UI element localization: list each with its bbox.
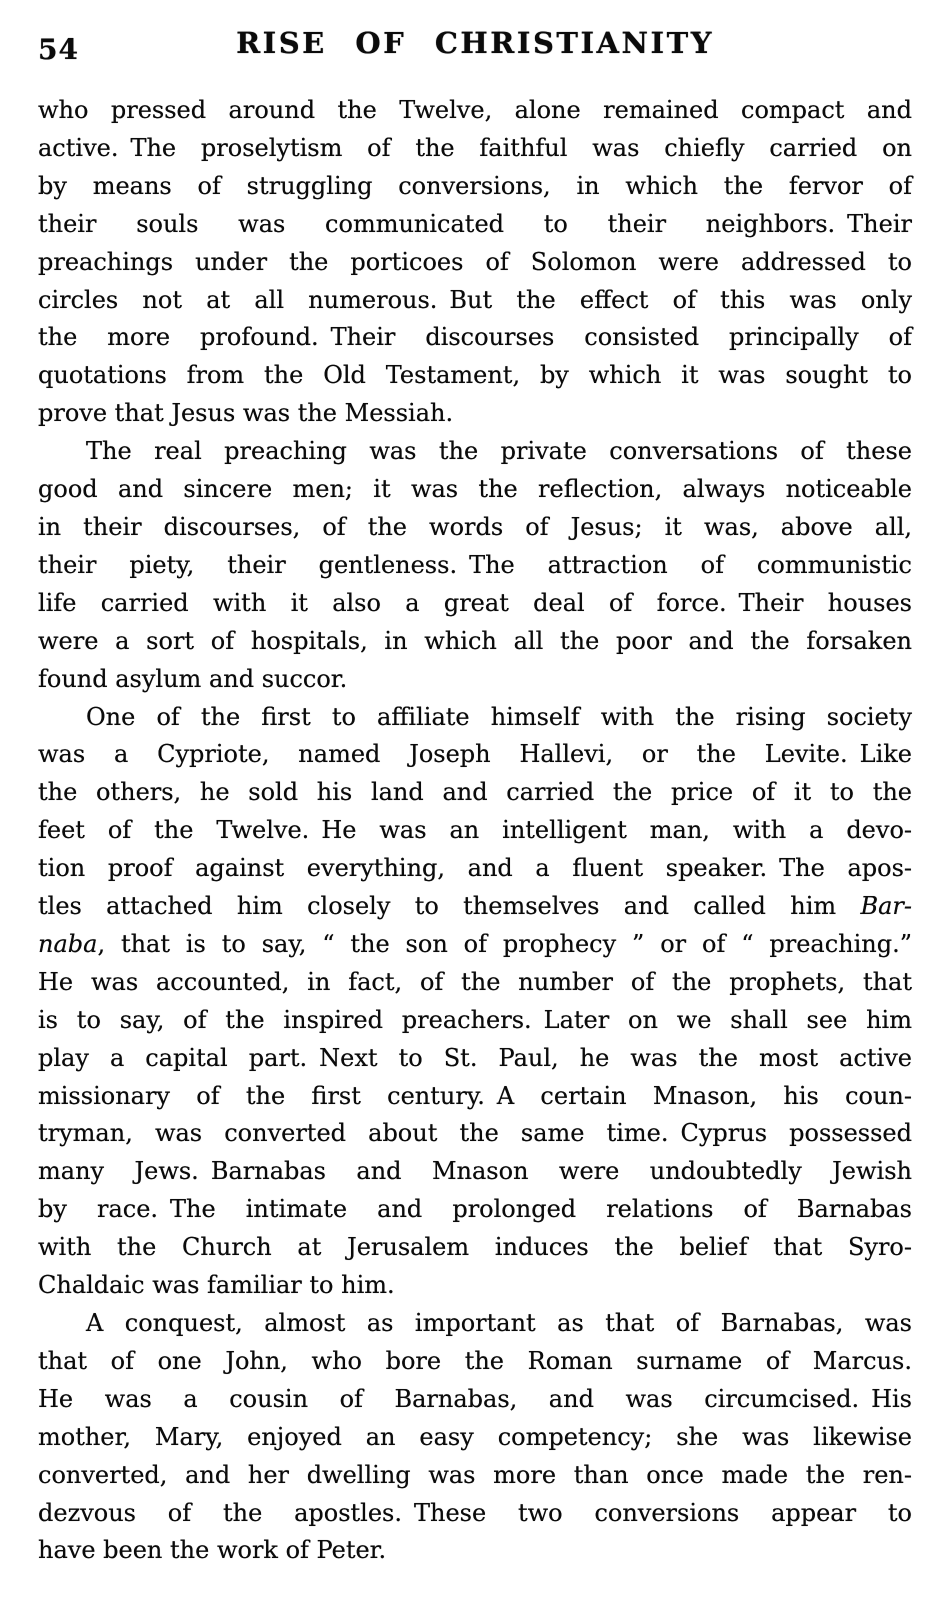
text-line: found asylum and succor. [38,664,348,693]
paragraph [38,699,912,1306]
text-line: by race. The intimate and prolonged relations of Barnabas [38,1195,912,1224]
text-line: One of the first to affiliate himself with the rising society [86,702,912,731]
text-line: missionary of the first century. A certain Mnason, his coun- [38,1081,912,1110]
paragraph [38,92,912,433]
text-line: tryman, was converted about the same time. Cyprus possessed [38,1119,912,1148]
text-line: was a Cypriote, named Joseph Hallevi, or the Levite. Like [38,740,912,769]
text-line: by means of struggling conversions, in which the fervor of [38,171,912,200]
text-line: quotations from the Old Testament, by which it was sought to [38,361,912,390]
page-header [38,24,912,70]
text-line: in their discourses, of the words of Jesus; it was, above all, [38,512,912,541]
text-line: The real preaching was the private conversations of these [86,437,912,466]
text-line: He was a cousin of Barnabas, and was circumcised. His [38,1384,912,1413]
text-line: with the Church at Jerusalem induces the belief that Syro- [38,1233,912,1262]
text-line: the more profound. Their discourses consisted principally of [38,323,912,352]
text-line: mother, Mary, enjoyed an easy competency; she was likewise [38,1422,912,1451]
text-line: were a sort of hospitals, in which all the poor and the forsaken [38,626,912,655]
text-line: play a capital part. Next to St. Paul, he was the most active [38,1043,912,1072]
text-line: He was accounted, in fact, of the number of the prophets, that [38,967,912,996]
running-head: RISE OF CHRISTIANITY [236,26,714,60]
italic-text: Bar- [860,892,912,921]
text-line: dezvous of the apostles. These two conversions appear to [38,1498,912,1527]
text-line: feet of the Twelve. He was an intelligent man, with a devo- [38,816,912,845]
text-line: have been the work of Peter. [38,1536,387,1565]
text-line: life carried with it also a great deal of force. Their houses [38,588,912,617]
text-line: their piety, their gentleness. The attraction of communistic [38,550,912,579]
paragraph [38,1305,912,1570]
page-number: 54 [38,33,79,66]
text-line: their souls was communicated to their neighbors. Their [38,209,912,238]
text-line: naba, that is to say, “ the son of prophecy ” or of “ preaching.” [38,929,912,958]
text-line: good and sincere men; it was the reflection, always noticeable [38,475,912,504]
italic-text: naba [38,929,98,958]
text-line: tles attached him closely to themselves and called him Bar- [38,892,912,921]
paragraph [38,433,912,698]
text-line: many Jews. Barnabas and Mnason were undoubtedly Jewish [38,1157,912,1186]
text-line: Chaldaic was familiar to him. [38,1271,395,1300]
text-line: preachings under the porticoes of Solomon were addressed to [38,247,912,276]
text-line: the others, he sold his land and carried the price of it to the [38,778,912,807]
text-line: active. The proselytism of the faithful was chiefly carried on [38,133,912,162]
text-line: who pressed around the Twelve, alone remained compact and [38,96,912,124]
text-line: that of one John, who bore the Roman surname of Marcus. [38,1346,912,1375]
text-line: is to say, of the inspired preachers. Later on we shall see him [38,1005,912,1034]
text-line: converted, and her dwelling was more than once made the ren- [38,1460,912,1489]
text-line: prove that Jesus was the Messiah. [38,399,454,428]
text-line: circles not at all numerous. But the effect of this was only [38,285,912,314]
text-line: A conquest, almost as important as that of Barnabas, was [86,1309,912,1337]
text-body [38,92,912,1570]
text-line: tion proof against everything, and a fluent speaker. The apos- [38,854,912,883]
